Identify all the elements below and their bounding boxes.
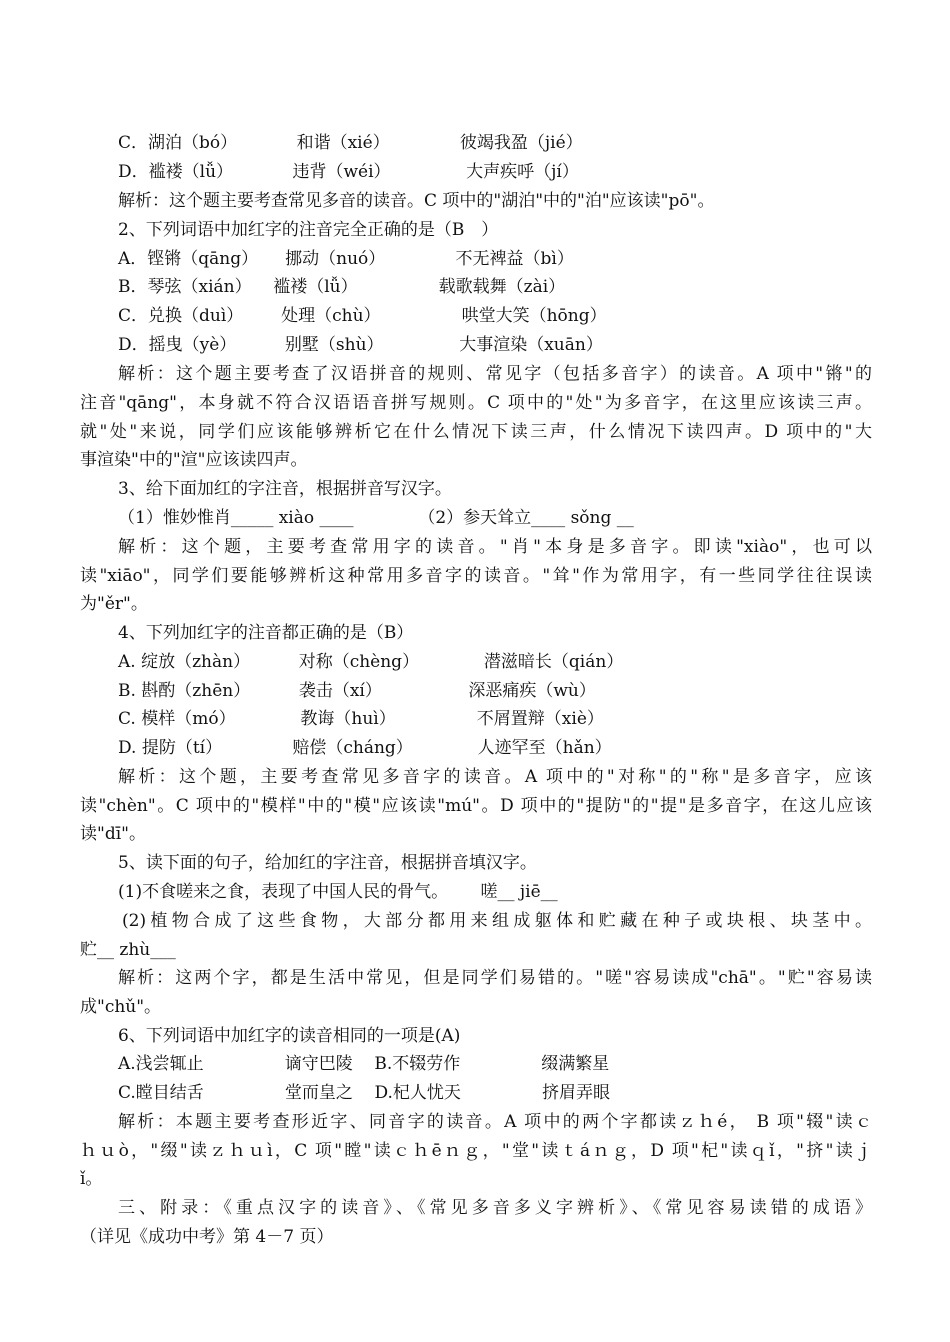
options-ab-line: A.浅尝辄止 谪守巴陵 B.不辍劳作 缀满繁星 [118, 1054, 610, 1074]
analysis-text: 成"chǔ"。 [80, 997, 162, 1017]
option-a-line: A. 绽放（zhàn） 对称（chèng） 潜滋暗长（qián） [118, 652, 624, 672]
analysis-text: ｈｕò，"缀"读ｚｈｕì，C 项"瞠"读ｃｈēｎｇ，"堂"读ｔáｎｇ，D 项"杞"读ｑǐ，"挤"读ｊ [80, 1141, 872, 1161]
question-2-stem: 2、下列词语中加红字的注音完全正确的是（B ） [118, 220, 499, 240]
analysis-text: 事渲染"中的"渲"应该读四声。 [80, 450, 308, 470]
analysis-text: 读"dī"。 [80, 824, 146, 844]
question-6-stem: 6、下列词语中加红字的读音相同的一项是(A) [118, 1026, 461, 1046]
question-3-stem: 3、给下面加红的字注音，根据拼音写汉字。 [118, 479, 452, 499]
option-d-line: D．褴褛（lǚ） 违背（wéi） 大声疾呼（jí） [118, 162, 579, 182]
option-c-line: C．兑换（duì） 处理（chù） 哄堂大笑（hōng） [118, 306, 607, 326]
analysis-text: 为"ěr"。 [80, 594, 148, 614]
question-4-stem: 4、下列加红字的注音都正确的是（B） [118, 623, 414, 643]
question-3-items: （1）惟妙惟肖_____ xiào ____ （2）参天耸立____ sǒng __ [118, 508, 634, 528]
option-b-line: B. 斟酌（zhēn） 袭击（xí） 深恶痛疾（wù） [118, 681, 596, 701]
analysis-text: 解析：这个题主要考查常见多音的读音。C 项中的"湖泊"中的"泊"应该读"pō"。 [118, 191, 715, 211]
options-cd-line: C.瞠目结舌 堂而皇之 D.杞人忧天 挤眉弄眼 [118, 1083, 610, 1103]
option-a-line: A．铿锵（qāng） 挪动（nuó） 不无裨益（bì） [118, 249, 574, 269]
analysis-text: 解析：这两个字，都是生活中常见，但是同学们易错的。"嗟"容易读成"chā"。"贮"容易读 [118, 968, 872, 988]
analysis-text: 读"chèn"。C 项中的"模样"中的"模"应该读"mú"。D 项中的"提防"的"提"是多音字，在这儿应该 [80, 796, 872, 816]
analysis-text: ǐ。 [80, 1169, 103, 1189]
analysis-text: 就"处"来说，同学们应该能够辨析它在什么情况下读三声，什么情况下读四声。D 项中的"大 [80, 422, 872, 442]
option-c-line: C. 模样（mó） 教诲（huì） 不屑置辩（xiè） [118, 709, 604, 729]
option-c-line: C．湖泊（bó） 和谐（xié） 彼竭我盈（jié） [118, 133, 583, 153]
option-d-line: D. 提防（tí） 赔偿（cháng） 人迹罕至（hǎn） [118, 738, 612, 758]
question-5-stem: 5、读下面的句子，给加红的字注音，根据拼音填汉字。 [118, 853, 537, 873]
analysis-text: 解析：本题主要考查形近字、同音字的读音。A 项中的两个字都读ｚｈé， B 项"辍"读ｃ [118, 1112, 872, 1132]
appendix-heading: 三、附录：《重点汉字的读音》、《常见多音多义字辨析》、《常见容易读错的成语》 [118, 1198, 872, 1218]
question-5-item-1: (1)不食嗟来之食，表现了中国人民的骨气。 嗟__ jiē__ [118, 882, 558, 902]
option-b-line: B．琴弦（xián） 褴褛（lǚ） 载歌载舞（zài） [118, 277, 566, 297]
analysis-text: 注音"qāng"，本身就不符合汉语语音拼写规则。C 项中的"处"为多音字，在这里应该读三声。 [80, 393, 872, 413]
option-d-line: D．摇曳（yè） 别墅（shù） 大事渲染（xuān） [118, 335, 603, 355]
analysis-text: 读"xiāo"，同学们要能够辨析这种常用多音字的读音。"耸"作为常用字，有一些同学往往误读 [80, 566, 872, 586]
analysis-text: 解析：这个题主要考查了汉语拼音的规则、常见字（包括多音字）的读音。A 项中"锵"的 [118, 364, 872, 384]
question-5-item-2: (2)植物合成了这些食物，大部分都用来组成躯体和贮藏在种子或块根、块茎中。 [122, 911, 872, 931]
analysis-text: 解析：这个题，主要考查常见多音字的读音。A 项中的"对称"的"称"是多音字，应该 [118, 767, 872, 787]
appendix-reference: （详见《成功中考》第 4－7 页） [80, 1227, 334, 1247]
question-5-item-2-answer: 贮__ zhù___ [80, 940, 176, 960]
analysis-text: 解析：这个题，主要考查常用字的读音。"肖"本身是多音字。即读"xiào"，也可以 [118, 537, 872, 557]
